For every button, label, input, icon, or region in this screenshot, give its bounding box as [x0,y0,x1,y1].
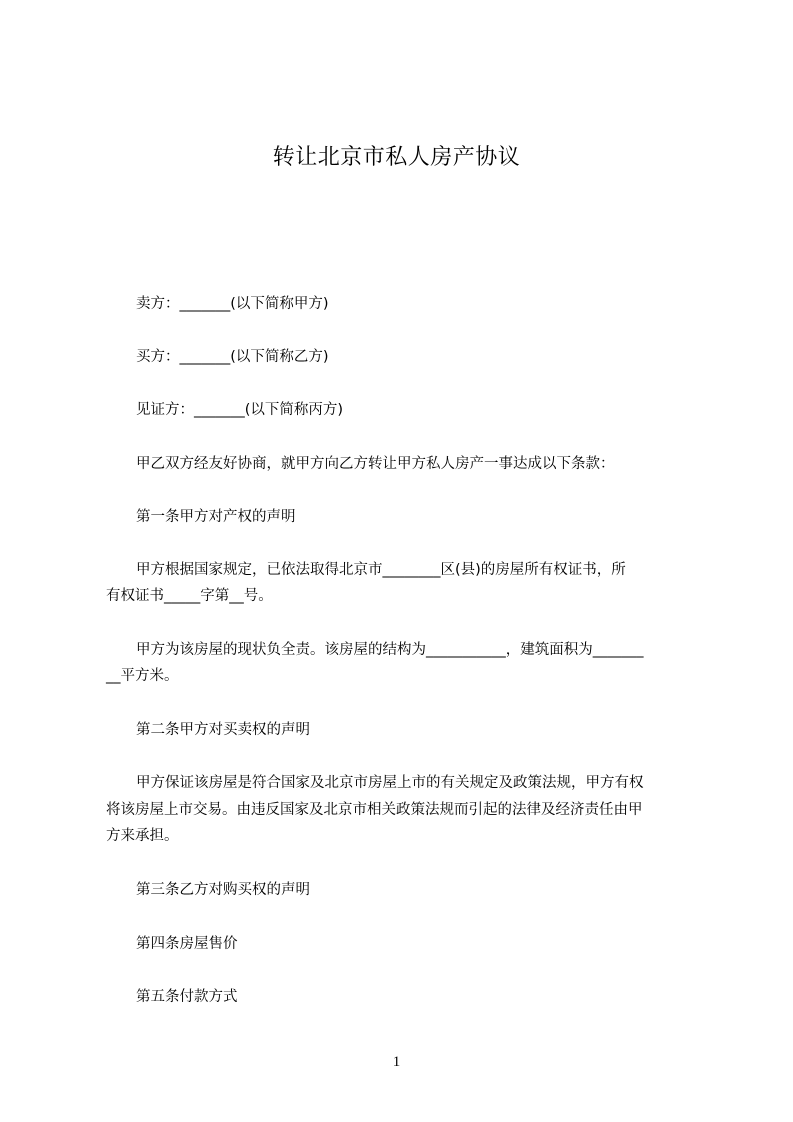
buyer-line: 买方：_______(以下简称乙方) [136,349,329,365]
document-title: 转让北京市私人房产协议 [272,145,521,170]
article1-para2-line1: 甲方为该房屋的现状负全责。该房屋的结构为___________，建筑面积为_______ [136,642,644,658]
page-number: 1 [392,1054,401,1070]
article2-para-line2: 将该房屋上市交易。由违反国家及北京市相关政策法规而引起的法律及经济责任由甲 [106,802,643,818]
article2-heading: 第二条甲方对买卖权的声明 [136,722,310,738]
article1-heading: 第一条甲方对产权的声明 [136,509,296,525]
article5-heading: 第五条付款方式 [136,989,238,1005]
article1-para1-line1: 甲方根据国家规定，已依法取得北京市________区(县)的房屋所有权证书，所 [136,562,626,578]
intro-paragraph: 甲乙双方经友好协商，就甲方向乙方转让甲方私人房产一事达成以下条款： [136,456,615,472]
article4-heading: 第四条房屋售价 [136,936,238,952]
article1-para2-line2: __平方米。 [106,668,179,684]
seller-line: 卖方：_______(以下简称甲方) [136,296,329,312]
witness-line: 见证方：_______(以下简称丙方) [136,402,344,418]
article1-para1-line2: 有权证书_____字第__号。 [106,588,273,604]
article2-para-line3: 方来承担。 [106,828,179,844]
article3-heading: 第三条乙方对购买权的声明 [136,882,310,898]
article2-para-line1: 甲方保证该房屋是符合国家及北京市房屋上市的有关规定及政策法规，甲方有权 [136,775,644,791]
